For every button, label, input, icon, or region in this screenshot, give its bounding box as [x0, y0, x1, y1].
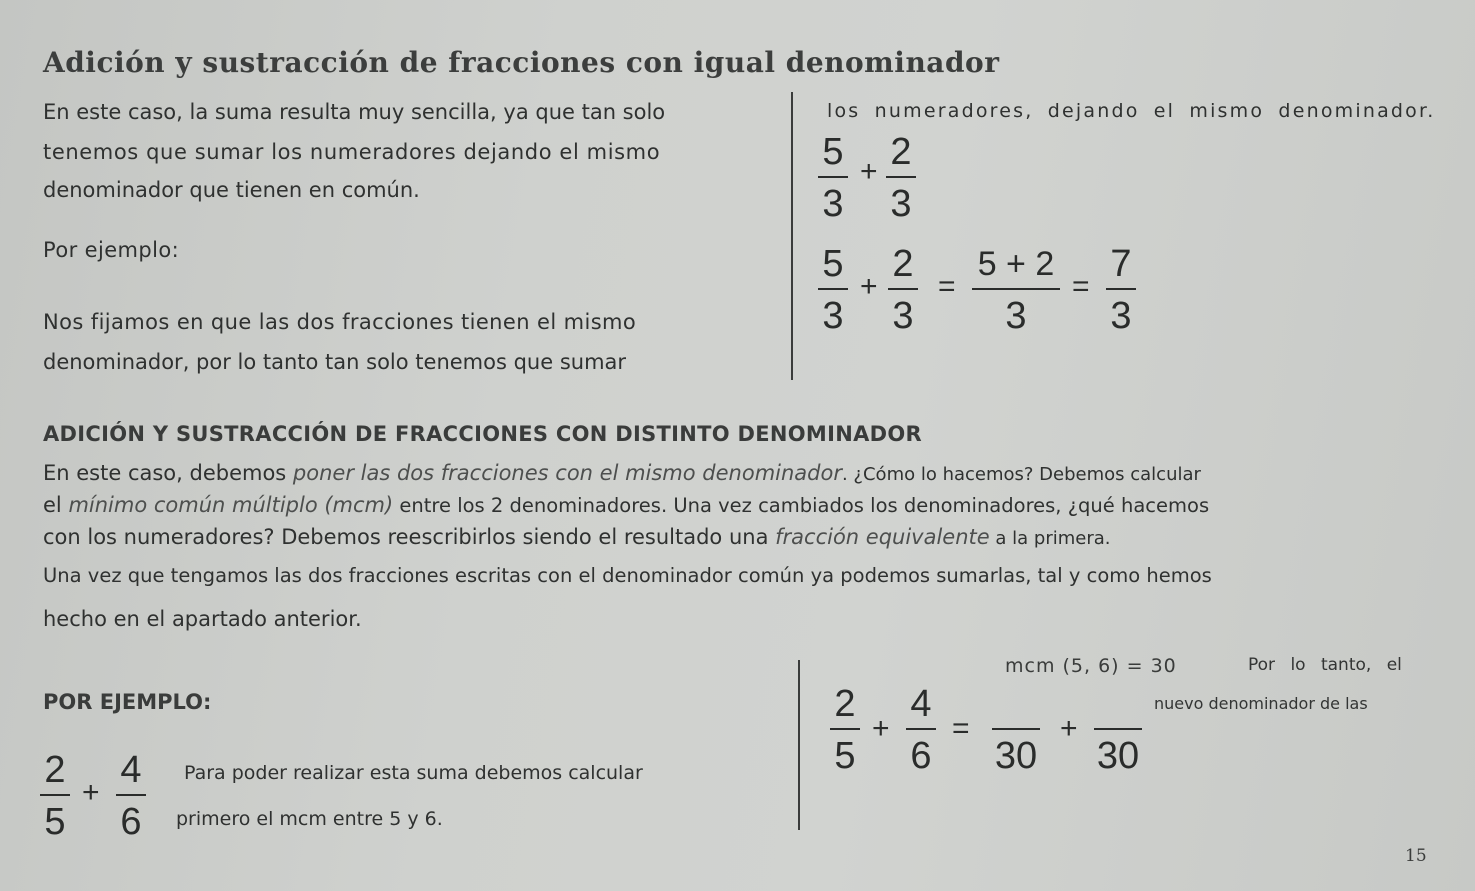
plus-sign: + [860, 155, 878, 188]
text-segment: . ¿Cómo lo hacemos? Debemos calcular [841, 464, 1201, 485]
paragraph-line-2 [43, 490, 1209, 521]
italic-phrase: mínimo común múltiplo (mcm) [68, 493, 394, 517]
denominator: 3 [1110, 295, 1132, 337]
section-title-different-denominator: ADICIÓN Y SUSTRACCIÓN DE FRACCIONES CON DISTINTO DENOMINADOR [43, 422, 923, 446]
paragraph-line-1 [43, 458, 1201, 490]
fraction-bar [1094, 728, 1142, 730]
explain-line-1: Nos fijamos en que las dos fracciones tienen el mismo [43, 310, 637, 334]
paragraph-line-5: hecho en el apartado anterior. [43, 607, 362, 631]
plus-sign: + [860, 270, 878, 303]
numerator-blank [1011, 684, 1022, 724]
denominator: 30 [1096, 735, 1140, 777]
example-label: Por ejemplo: [43, 238, 180, 262]
numerator: 4 [120, 749, 142, 791]
fraction-sum [972, 244, 1060, 336]
italic-phrase: poner las dos fracciones con el mismo denominador [292, 461, 842, 485]
fraction-5-3 [818, 244, 848, 336]
fraction-5-3 [818, 132, 848, 224]
fraction-2-5 [830, 684, 860, 776]
text-segment: a la primera. [989, 528, 1111, 549]
intro-line-2: tenemos que sumar los numeradores dejando el mismo [43, 140, 661, 164]
denominator: 3 [1005, 295, 1027, 337]
numerator: 2 [890, 131, 912, 173]
fraction-2-3 [888, 244, 918, 336]
numerator: 4 [910, 683, 932, 725]
fraction-bar [972, 288, 1060, 290]
numerator: 5 + 2 [977, 245, 1055, 283]
text-segment: el [43, 493, 69, 517]
column-divider-2 [798, 660, 800, 830]
fraction-bar [40, 794, 70, 796]
fraction-blank-30 [992, 684, 1040, 776]
fraction-bar [906, 728, 936, 730]
fraction-bar [886, 176, 916, 178]
plus-sign: + [872, 712, 890, 745]
explain-line-2: denominador, por lo tanto tan solo tenemos que sumar [43, 350, 627, 374]
mcm-calculation: mcm (5, 6) = 30 [1005, 655, 1177, 677]
plus-sign: + [1060, 712, 1078, 745]
italic-phrase: fracción equivalente [775, 525, 990, 549]
fraction-bar [116, 794, 146, 796]
instruction-line-1: Para poder realizar esta suma debemos calcular [184, 762, 643, 784]
denominator: 30 [994, 735, 1038, 777]
numerator-blank [1113, 684, 1124, 724]
text-segment: En este caso, debemos [43, 461, 293, 485]
equals-sign: = [938, 270, 956, 303]
denominator: 3 [822, 183, 844, 225]
numerator: 7 [1110, 243, 1132, 285]
numerator: 2 [834, 683, 856, 725]
fraction-blank-30 [1094, 684, 1142, 776]
denominator: 3 [822, 295, 844, 337]
numerator: 2 [44, 749, 66, 791]
intro-line-3: denominador que tienen en común. [43, 178, 420, 202]
section-title-same-denominator: Adición y sustracción de fracciones con igual denominador [43, 46, 1000, 79]
fraction-4-6 [906, 684, 936, 776]
fraction-7-3 [1106, 244, 1136, 336]
fraction-4-6 [116, 750, 146, 842]
equals-sign: = [1072, 270, 1090, 303]
instruction-line-2: primero el mcm entre 5 y 6. [176, 808, 443, 830]
fraction-bar [992, 728, 1040, 730]
plus-sign: + [82, 776, 100, 809]
right-explanation: los numeradores, dejando el mismo denominador. [827, 100, 1436, 122]
nuevo-denominador-text: nuevo denominador de las [1154, 694, 1368, 713]
equals-sign: = [952, 712, 970, 745]
column-divider [791, 92, 793, 380]
fraction-bar [818, 288, 848, 290]
fraction-2-3 [886, 132, 916, 224]
page-number: 15 [1405, 846, 1427, 866]
text-segment: entre los 2 denominadores. Una vez cambiados los denominadores, ¿qué hacemos [393, 494, 1210, 517]
fraction-bar [818, 176, 848, 178]
numerator: 5 [822, 131, 844, 173]
intro-line-1: En este caso, la suma resulta muy sencilla, ya que tan solo [43, 100, 666, 124]
denominator: 6 [910, 735, 932, 777]
fraction-bar [830, 728, 860, 730]
denominator: 6 [120, 801, 142, 843]
fraction-bar [888, 288, 918, 290]
example-label-2: POR EJEMPLO: [43, 690, 212, 714]
denominator: 5 [834, 735, 856, 777]
por-tanto-text: Por lo tanto, el [1248, 655, 1402, 675]
denominator: 3 [892, 295, 914, 337]
fraction-2-5 [40, 750, 70, 842]
fraction-bar [1106, 288, 1136, 290]
numerator: 5 [822, 243, 844, 285]
denominator: 5 [44, 801, 66, 843]
paragraph-line-4: Una vez que tengamos las dos fracciones escritas con el denominador común ya podemos sumarlas, tal y como hemos [43, 564, 1212, 587]
paragraph-line-3 [43, 522, 1111, 554]
denominator: 3 [890, 183, 912, 225]
text-segment: con los numeradores? Debemos reescribirlos siendo el resultado una [43, 525, 776, 549]
numerator: 2 [892, 243, 914, 285]
